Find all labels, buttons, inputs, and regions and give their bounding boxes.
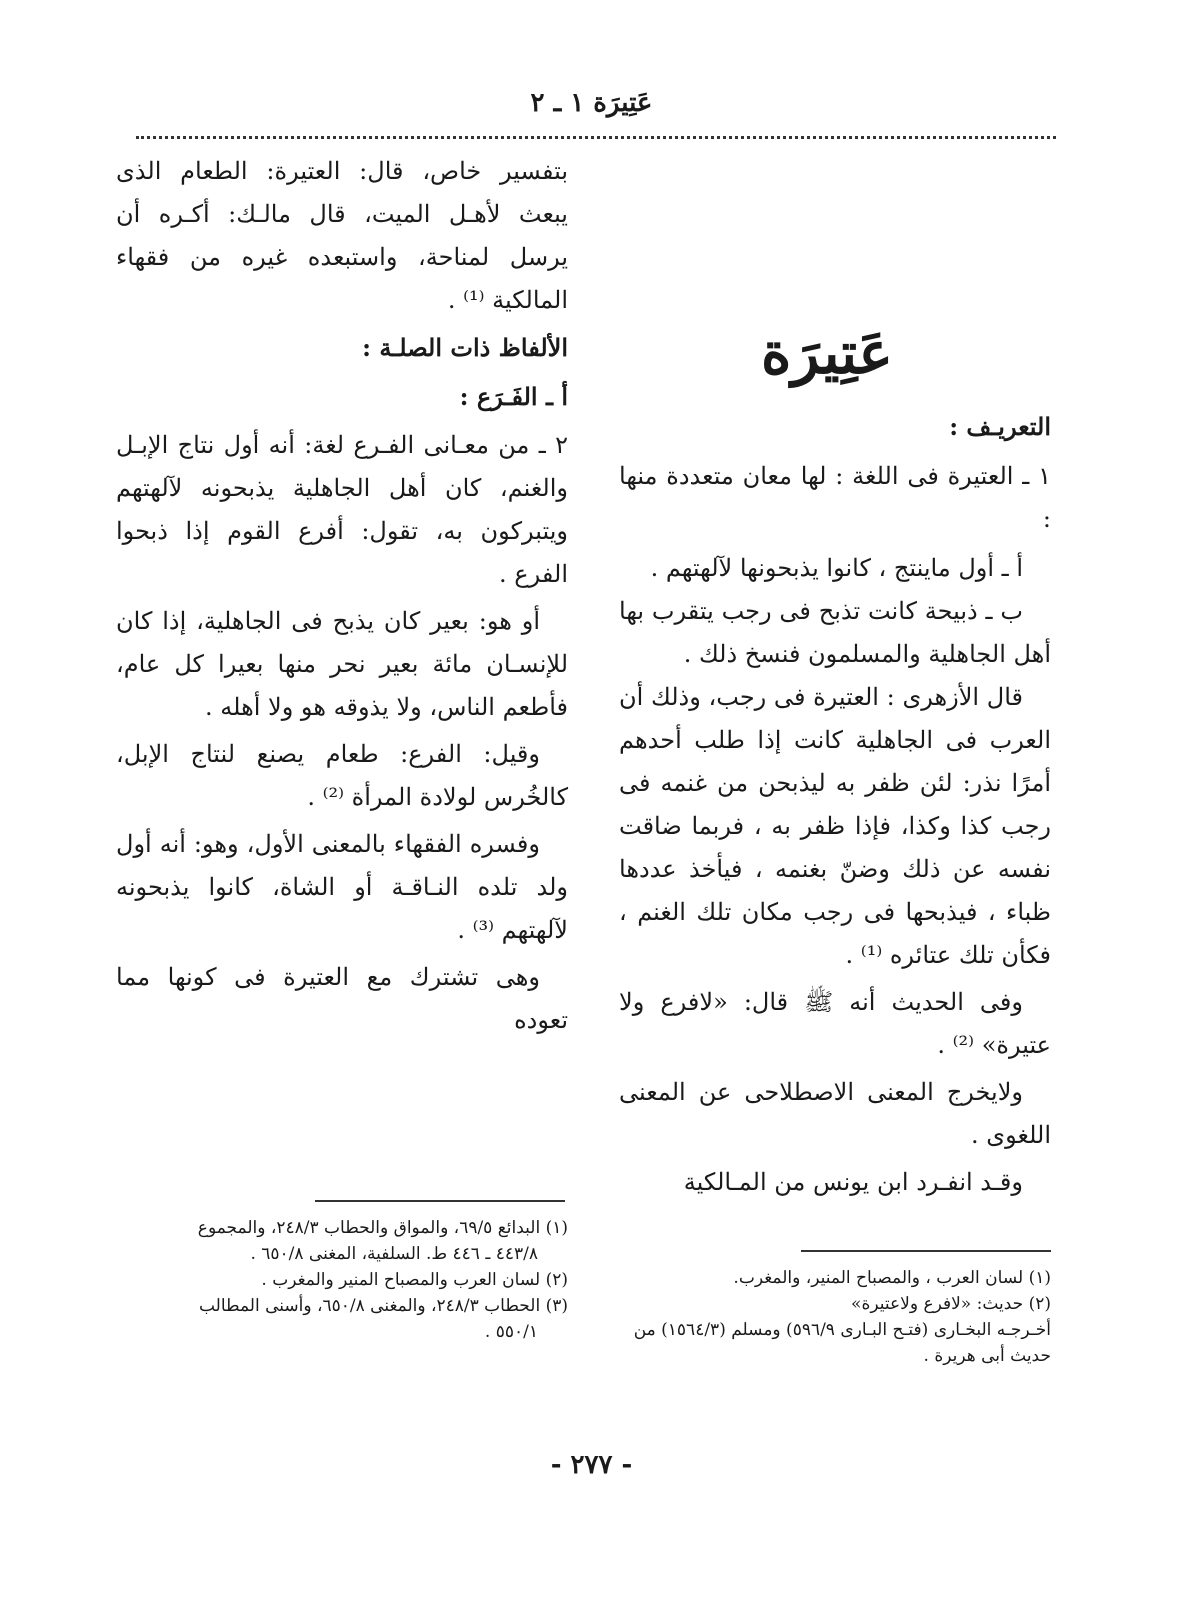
right-paragraph: ١ ـ العتيرة فى اللغة : لها معان متعددة منها : [619,462,1051,533]
footnote: (٢) لسان العرب والمصباح المنير والمغرب . [261,1270,568,1290]
left-paragraph: وقيل: الفرع: طعام يصنع لنتاج الإبل، كالخُرس لولادة المرأة ⁽²⁾ . [116,740,568,811]
right-column [619,455,1051,1204]
right-paragraph: ولايخرج المعنى الاصطلاحى عن المعنى اللغوى . [619,1078,1051,1149]
right-paragraph: أ ـ أول ماينتج ، كانوا يذبحونها لآلهتهم . [650,554,1023,582]
running-header: عَتِيرَة ١ ـ ٢ [530,88,653,118]
page-number: - ٢٧٧ - [550,1450,633,1480]
footnote-rule [801,1250,1051,1252]
footnote: ٥٥٠/١ . [484,1322,538,1342]
definition-heading: التعريـف : [949,412,1051,441]
left-column [116,150,568,1042]
right-paragraph: ب ـ ذبيحة كانت تذبح فى رجب يتقرب بها أهل الجاهلية والمسلمون فنسخ ذلك . [619,597,1051,668]
footnote: (١) البدائع ٦٩/٥، والمواق والحطاب ٢٤٨/٣، والمجموع [197,1218,568,1238]
right-paragraph: قال الأزهرى : العتيرة فى رجب، وذلك أن العرب فى الجاهلية كانت إذا طلب أحدهم أمرًا نذر: لئن ظفر به ليذبحن من غنمه فى رجب كذا وكذا، فإذا ظفر به ، فربما ضاقت نفسه عن ذلك وضنّ بغنمه ، فيأخذ عددها ظباء ، فيذبحها فى رجب مكان تلك الغنم ، فكأن تلك عتائره ⁽¹⁾ . [619,683,1051,969]
footnote: (٣) الحطاب ٢٤٨/٣، والمغنى ٦٥٠/٨، وأسنى المطالب [198,1296,568,1316]
left-paragraph: بتفسير خاص، قال: العتيرة: الطعام الذى يبعث لأهـل الميت، قال مالـك: أكـره أن يرسل لمناحة، واستبعده غيره من فقهاء المالكية ⁽¹⁾ . [116,157,568,314]
left-footnotes [116,1215,568,1345]
subheading-faraa: أ ـ الفَـرَع : [459,382,568,411]
left-paragraph: وهى تشترك مع العتيرة فى كونها مما تعوده [116,963,568,1034]
footnote: (١) لسان العرب ، والمصباح المنير، والمغرب. [733,1268,1051,1288]
header-dotted-rule [136,136,1056,139]
left-paragraph: أو هو: بعير كان يذبح فى الجاهلية، إذا كان للإنسـان مائة بعير نحر منها بعيرا كل عام، فأطعم الناس، ولا يذوقه هو ولا أهله . [116,607,568,721]
footnote: (٢) حديث: «لافرع ولاعتيرة» [851,1294,1051,1314]
related-terms-heading: الألفاظ ذات الصلـة : [362,333,568,362]
left-paragraph: وفسره الفقهاء بالمعنى الأول، وهو: أنه أول ولد تلده النـاقـة أو الشاة، كانوا يذبحونه لآلهتهم ⁽³⁾ . [116,830,568,944]
right-paragraph: وفى الحديث أنه ﷺ قال: «لافرع ولا عتيرة» ⁽²⁾ . [619,988,1051,1059]
right-footnotes [619,1265,1051,1369]
left-paragraph: ٢ ـ من معـانى الفـرع لغة: أنه أول نتاج الإبـل والغنم، كان أهل الجاهلية يذبحونه لآلهتهم ويتبركون به، تقول: أفرع القوم إذا ذبحوا الفرع . [116,431,568,588]
footnote: ٤٤٣/٨ ـ ٤٤٦ ط. السلفية، المغنى ٦٥٠/٨ . [250,1244,538,1264]
footnote-rule [315,1200,565,1202]
right-paragraph: وقـد انفـرد ابن يونس من المـالكية [683,1168,1023,1196]
entry-title: عَتِيرَة [760,319,893,387]
footnote: أخـرجـه البخـارى (فتـح البـارى ٥٩٦/٩) ومسلم (١٥٦٤/٣) من حديث أبى هريرة . [633,1320,1051,1366]
